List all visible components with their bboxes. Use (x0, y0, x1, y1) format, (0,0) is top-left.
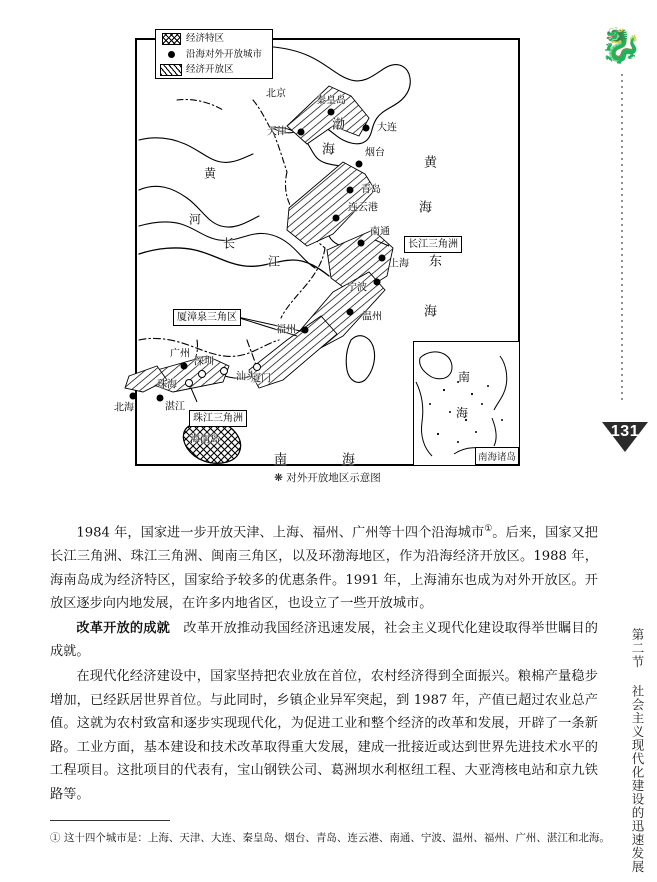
city-marker-汕头 (220, 367, 228, 375)
margin-dotted-line (621, 74, 623, 404)
city-label-珠海: 珠海 (157, 379, 177, 391)
special-economic-zone-hatch-icon (156, 33, 186, 45)
map-sea-label-7: 海 (341, 452, 359, 468)
map-sea-label-2: 黄 (423, 155, 441, 171)
map-sea-label-6: 南 (273, 452, 291, 468)
footnote-marker: ① (50, 832, 61, 844)
city-marker-厦门 (253, 363, 261, 371)
p1-text-after-footnote-ref: 。后来，国家又把长江三角洲、珠江三角洲、闽南三角区，以及环渤海地区，作为沿海经济开放区。1988 年，海南岛成为经济特区，国家给予较多的优惠条件。1991 年，上海浦东也成为对外开放区。开放区逐步向内地发展，在许多内地省区，也设立了一些开放城市。 (50, 525, 598, 612)
map-legend (155, 29, 273, 79)
city-label-汕头: 汕头 (236, 371, 256, 383)
article-body (50, 518, 598, 808)
city-marker-青岛 (347, 187, 354, 194)
map-region-label-海南岛: 海南岛 (190, 434, 220, 446)
city-marker-北海 (130, 393, 137, 400)
city-label-深圳: 深圳 (194, 356, 214, 368)
inset-label-south-china-sea-islands: 南海诸岛 (475, 447, 519, 465)
paragraph-opening-cities (50, 518, 598, 616)
map-caption: ❋ 对外开放地区示意图 (274, 472, 381, 484)
footnote-block (50, 830, 610, 846)
city-label-连云港: 连云港 (348, 202, 378, 214)
inset-sea-char-2: 海 (456, 406, 469, 420)
legend-item-coastal-open-city (156, 47, 272, 62)
city-label-宁波: 宁波 (347, 282, 367, 294)
footnote-divider (50, 820, 170, 821)
city-marker-连云港 (333, 215, 340, 222)
map-callout-厦漳泉三角区: 厦漳泉三角区 (173, 309, 241, 326)
city-label-大连: 大连 (377, 122, 397, 134)
city-label-烟台: 烟台 (365, 147, 385, 159)
map-sea-label-0: 渤 (331, 117, 349, 133)
city-label-广州: 广州 (170, 348, 190, 360)
city-marker-广州 (181, 363, 188, 370)
page-number-marker (602, 422, 648, 456)
city-label-秦皇岛: 秦皇岛 (316, 95, 346, 107)
map-callout-珠江三角洲: 珠江三角洲 (189, 410, 247, 427)
city-label-北海: 北海 (114, 402, 134, 414)
legend-item-economic-open-area (156, 63, 272, 78)
city-marker-南通 (358, 240, 365, 247)
legend-label-economic-open-area: 经济开放区 (186, 64, 234, 75)
footnote-text: 这十四个城市是：上海、天津、大连、秦皇岛、烟台、青岛、连云港、南通、宁波、温州、福州、广州、湛江和北海。 (63, 832, 610, 844)
city-marker-温州 (347, 309, 354, 316)
map-river-label-0: 黄 (203, 166, 217, 181)
south-china-sea-inset (413, 341, 520, 466)
map-river-label-3: 江 (267, 254, 281, 269)
city-label-南通: 南通 (370, 226, 390, 238)
city-marker-烟台 (356, 161, 363, 168)
term-reform-achievements: 改革开放的成就 (76, 620, 171, 636)
city-marker-深圳 (198, 370, 206, 378)
city-label-温州: 温州 (362, 311, 382, 323)
coastal-open-city-dot-icon (156, 51, 186, 58)
map-sea-label-4: 东 (428, 254, 446, 270)
city-marker-福州 (302, 327, 309, 334)
city-label-北京: 北京 (266, 88, 286, 100)
map-river-label-2: 长 (222, 236, 236, 251)
city-label-湛江: 湛江 (165, 401, 185, 413)
city-marker-宁波 (374, 279, 381, 286)
city-marker-秦皇岛 (328, 109, 335, 116)
map-sea-label-1: 海 (321, 142, 339, 158)
page-number: 131 (610, 423, 640, 440)
inset-sea-char-1: 南 (458, 370, 471, 384)
p2-rest: 改革开放推动我国经济迅速发展，社会主义现代化建设取得举世瞩目的成就。 (50, 620, 598, 660)
dragon-ornament-icon: 🐉 (599, 28, 643, 65)
economic-open-area-hatch-icon (156, 64, 186, 76)
footnote-reference-1[interactable]: ① (484, 524, 493, 534)
inset-coastline (414, 342, 516, 462)
paragraph-modernization-economy: 在现代化经济建设中，国家坚持把农业放在首位，农村经济得到全面振兴。粮棉产量稳步增加，已经跃居世界首位。与此同时，乡镇企业异军突起，到 1987 年，产值已超过农业总产值。这就为农村致富和逐步实现现代化，为促进工业和整个经济的改革和发展，开辟了一条新路。工业方面，基本建设和技术改革取得重大发展，建成一批接近或达到世界先进技术水平的工程项目。这批项目的代表有，宝山钢铁公司、葛洲坝水利枢纽工程、大亚湾核电站和京九铁路等。 (50, 668, 598, 802)
city-label-青岛: 青岛 (361, 184, 381, 196)
city-marker-天津 (298, 129, 305, 136)
city-label-厦门: 厦门 (251, 373, 271, 385)
city-label-上海: 上海 (389, 258, 409, 270)
legend-label-coastal-open-city: 沿海对外开放城市 (186, 48, 263, 60)
legend-label-special-economic-zone: 经济特区 (186, 33, 225, 44)
city-marker-上海 (379, 255, 386, 262)
city-marker-大连 (363, 125, 370, 132)
city-marker-湛江 (157, 395, 164, 402)
map-figure (114, 33, 520, 468)
legend-item-special-economic-zone (156, 32, 272, 47)
map-sea-label-5: 海 (423, 304, 441, 320)
paragraph-reform-achievements (50, 617, 598, 664)
city-marker-珠海 (185, 379, 193, 387)
map-sea-label-3: 海 (418, 200, 436, 216)
city-label-天津: 天津 (267, 126, 287, 138)
map-frame (114, 33, 520, 468)
section-vertical-label: 第二节 社会主义现代化建设的迅速发展 (630, 628, 645, 874)
p1-text-before-footnote-ref: 1984 年，国家进一步开放天津、上海、福州、广州等十四个沿海城市 (76, 525, 485, 541)
city-label-福州: 福州 (276, 324, 296, 336)
map-river-label-1: 河 (188, 212, 202, 227)
map-callout-长江三角洲: 长江三角洲 (404, 236, 462, 253)
